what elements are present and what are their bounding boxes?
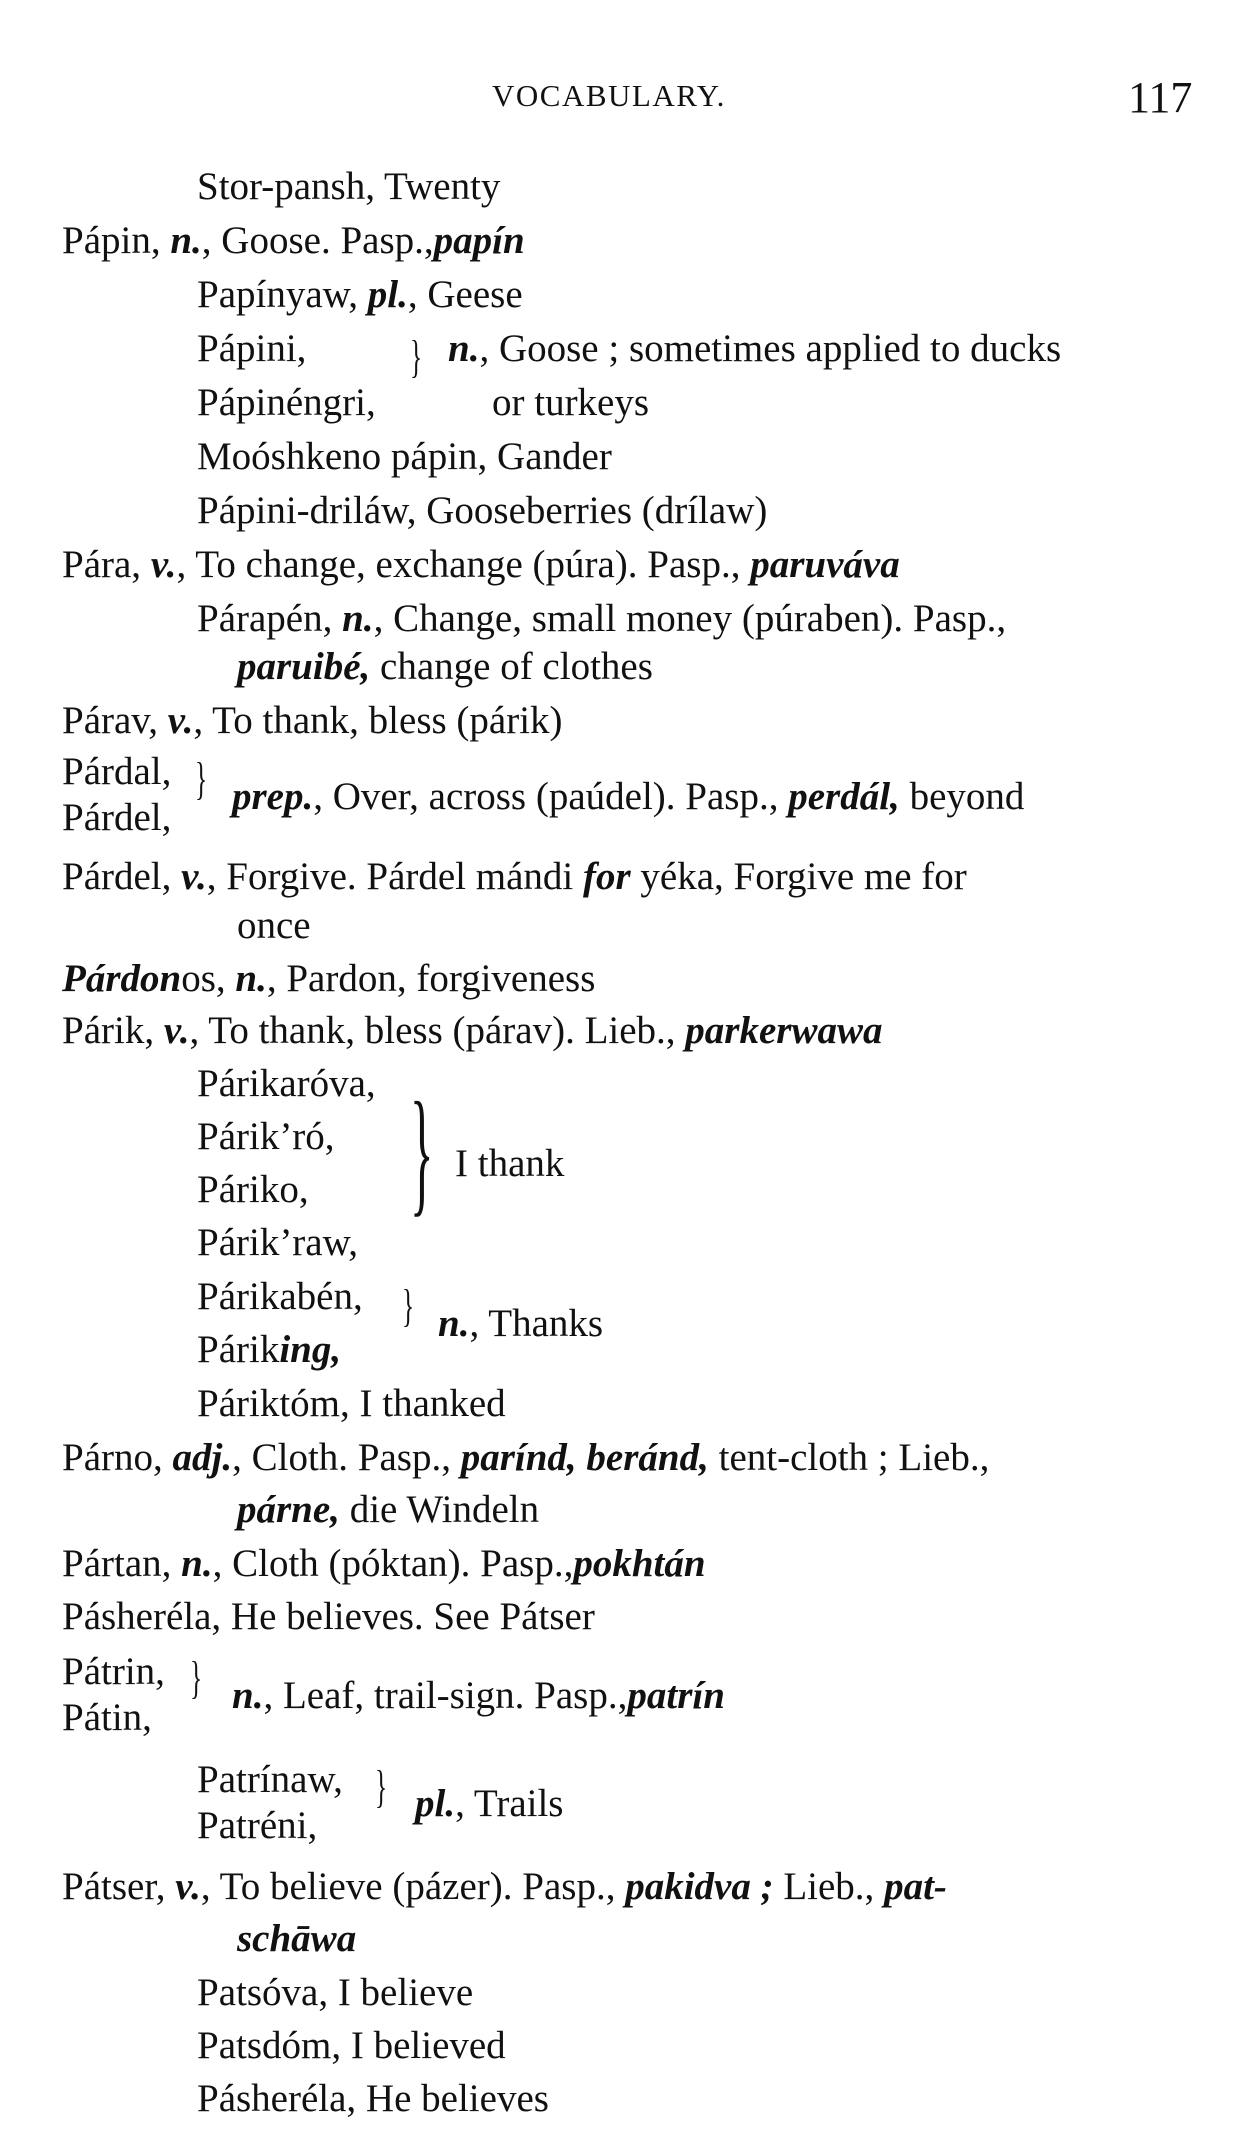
entry-line: Pátin, <box>62 1696 152 1739</box>
entry-line: Pára, v., To change, exchange (púra). Pasp., paruváva <box>62 543 900 586</box>
entry-line: Pápini-driláw, Gooseberries (drílaw) <box>197 489 768 532</box>
brace: } <box>195 753 208 804</box>
entry-line: Pátser, v., To believe (pázer). Pasp., pakidva ; Lieb., pat- <box>62 1865 947 1908</box>
entry-line: Pátrin, <box>62 1650 165 1693</box>
brace: } <box>375 1761 388 1812</box>
entry-line: Patsóva, I believe <box>197 1971 474 2014</box>
entry-line: Patrínaw, <box>197 1758 343 1801</box>
entry-line: pl., Trails <box>415 1782 564 1825</box>
entry-line: Párikaróva, <box>197 1062 376 1105</box>
entry-line: Párav, v., To thank, bless (párik) <box>62 699 563 742</box>
entry-line: Párdel, v., Forgive. Párdel mándi for yéka, Forgive me for <box>62 855 967 898</box>
entry-line: prep., Over, across (paúdel). Pasp., perdál, beyond <box>232 775 1025 818</box>
entry-line: Párik’ró, <box>197 1115 335 1158</box>
entry-line: paruibé, change of clothes <box>237 645 653 688</box>
entry-line: Páriko, <box>197 1168 309 1211</box>
entry-line: Pápinéngri, <box>197 381 376 424</box>
brace: } <box>402 1280 415 1331</box>
entry-line: Párdal, <box>62 750 172 793</box>
entry-line: Párapén, n., Change, small money (púraben). Pasp., <box>197 597 1007 640</box>
entry-line: Pápin, n., Goose. Pasp.,papín <box>62 219 525 262</box>
entry-line: Párdel, <box>62 796 172 839</box>
entry-line: Páshеréla, He believes. See Pátser <box>62 1595 595 1638</box>
brace: } <box>190 1652 203 1703</box>
brace: } <box>410 331 423 382</box>
entry-line: or turkeys <box>492 381 650 424</box>
entry-line: n., Thanks <box>438 1302 604 1345</box>
entry-line: Páriktóm, I thanked <box>197 1382 506 1425</box>
page-number: 117 <box>1128 73 1193 122</box>
entry-line: Páriking, <box>197 1328 342 1371</box>
brace: } <box>410 1074 434 1229</box>
entry-line: Párik, v., To thank, bless (párav). Lieb., parkerwawa <box>62 1009 883 1052</box>
entry-line: párne, die Windeln <box>237 1488 540 1531</box>
entry-line: schāwa <box>237 1917 357 1960</box>
entry-line: Párno, adj., Cloth. Pasp., parínd, beránd, tent-cloth ; Lieb., <box>62 1436 990 1479</box>
entry-line: Patsdóm, I believed <box>197 2024 506 2067</box>
entry-line: I thank <box>455 1142 565 1185</box>
entry-line: n., Goose ; sometimes applied to ducks <box>448 327 1062 370</box>
entry-line: Moóshkeno pápin, Gander <box>197 435 612 478</box>
entry-line: Stor-pansh, Twenty <box>197 165 501 208</box>
header-title: VOCABULARY. <box>492 78 726 113</box>
entry-line: Patréni, <box>197 1804 318 1847</box>
entry-line: Páshеréla, He believes <box>197 2077 549 2120</box>
entry-line: Papínyaw, pl., Geese <box>197 273 523 316</box>
entry-line: Párik’raw, <box>197 1221 358 1264</box>
entry-line: n., Leaf, trail-sign. Pasp.,patrín <box>232 1674 725 1717</box>
entry-line: Párikabén, <box>197 1275 363 1318</box>
entry-line: once <box>237 904 311 947</box>
entry-line: Pártan, n., Cloth (póktan). Pasp.,pokhtán <box>62 1542 706 1585</box>
running-header <box>0 73 1254 128</box>
entry-line: Pápini, <box>197 327 307 370</box>
entry-line: Párdonos, n., Pardon, forgiveness <box>62 957 596 1000</box>
